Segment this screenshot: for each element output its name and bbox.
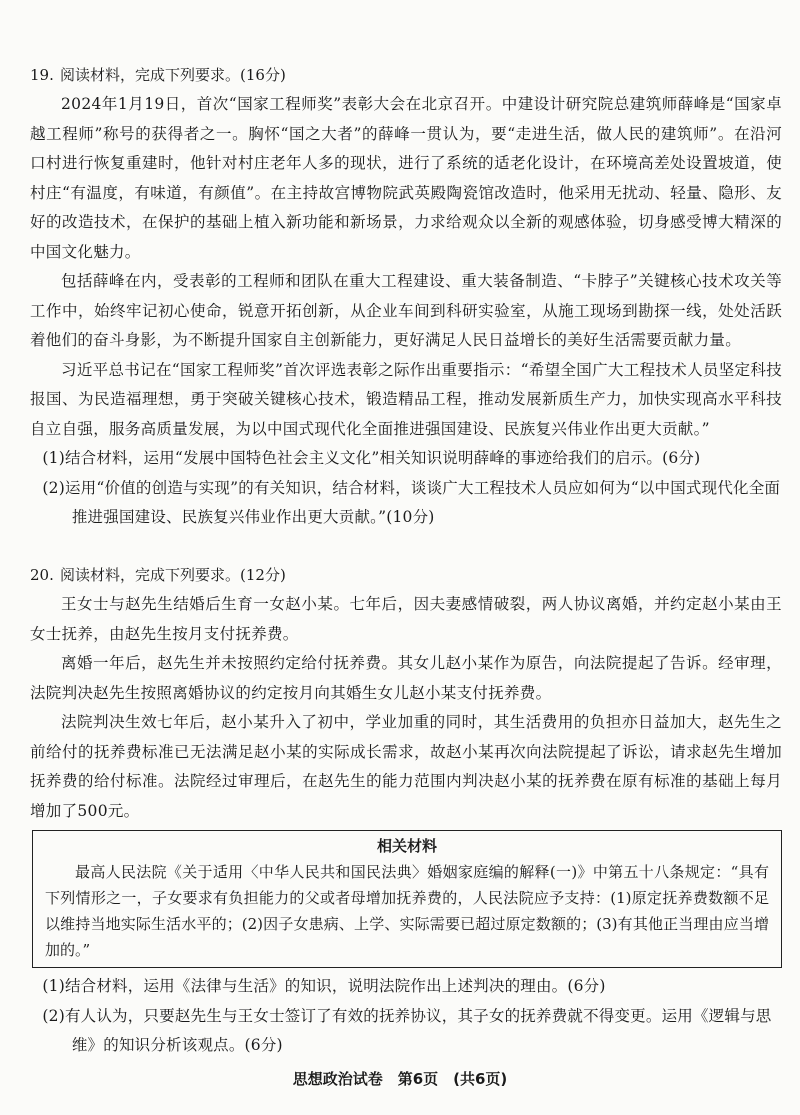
q19-subquestion-2: (2)运用“价值的创造与实现”的有关知识，结合材料，谈谈广大工程技术人员应如何为“以中国式现代化全面推进强国建设、民族复兴伟业作出更大贡献。”(10分)	[42, 478, 781, 526]
page-footer: 思想政治试卷 第6页 (共6页)	[292, 1070, 508, 1088]
question-20-title: 阅读材料，完成下列要求。(12分)	[60, 566, 286, 584]
q19-subquestion-1: (1)结合材料，运用“发展中国特色社会主义文化”相关知识说明薛峰的事迹给我们的启示。(6分)	[42, 449, 701, 467]
question-19-header	[30, 60, 782, 90]
related-material-title: 相关材料	[376, 837, 437, 855]
question-20-header	[30, 560, 782, 590]
question-20-number: 20.	[30, 566, 54, 584]
q20-subquestion-2: (2)有人认为，只要赵先生与王女士签订了有效的抚养协议，其子女的抚养费就不得变更。运用《逻辑与思维》的知识分析该观点。(6分)	[42, 1006, 772, 1054]
q19-paragraph-1: 2024年1月19日，首次“国家工程师奖”表彰大会在北京召开。中建设计研究院总建筑师薛峰是“国家卓越工程师”称号的获得者之一。胸怀“国之大者”的薛峰一贯认为，要“走进生活，做人民的建筑师”。在沿河口村进行恢复重建时，他针对村庄老年人多的现状，进行了系统的适老化设计，在环境高差处设置坡道，使村庄“有温度，有味道，有颜值”。在主持故宫博物院武英殿陶瓷馆改造时，他采用无扰动、轻量、隐形、友好的改造技术，在保护的基础上植入新功能和新场景，力求给观众以全新的观感体验，切身感受博大精深的中国文化魅力。	[30, 95, 782, 261]
question-19-number: 19.	[30, 66, 54, 84]
q19-paragraph-3: 习近平总书记在“国家工程师奖”首次评选表彰之际作出重要指示：“希望全国广大工程技术人员坚定科技报国、为民造福理想，勇于突破关键核心技术，锻造精品工程，推动发展新质生产力，加快实现高水平科技自立自强，服务高质量发展，为以中国式现代化全面推进强国建设、民族复兴伟业作出更大贡献。”	[30, 360, 782, 438]
q20-subquestion-1: (1)结合材料，运用《法律与生活》的知识，说明法院作出上述判决的理由。(6分)	[42, 977, 606, 995]
question-19	[30, 60, 782, 533]
question-19-title: 阅读材料，完成下列要求。(16分)	[60, 66, 286, 84]
q20-paragraph-2: 离婚一年后，赵先生并未按照约定给付抚养费。其女儿赵小某作为原告，向法院提起了告诉。经审理，法院判决赵先生按照离婚协议的约定按月向其婚生女儿赵小某支付抚养费。	[30, 654, 782, 702]
question-20	[30, 560, 782, 1061]
related-material-text: 最高人民法院《关于适用〈中华人民共和国民法典〉婚姻家庭编的解释(一)》中第五十八条规定：“具有下列情形之一，子女要求有负担能力的父或者母增加抚养费的，人民法院应予支持：(1)原定抚养费数额不足以维持当地实际生活水平的；(2)因子女患病、上学、实际需要已超过原定数额的；(3)有其他正当理由应当增加的。”	[45, 863, 769, 959]
q19-paragraph-2: 包括薛峰在内，受表彰的工程师和团队在重大工程建设、重大装备制造、“卡脖子”关键核心技术攻关等工作中，始终牢记初心使命，锐意开拓创新，从企业车间到科研实验室，从施工现场到勘探一线，处处活跃着他们的奋斗身影，为不断提升国家自主创新能力，更好满足人民日益增长的美好生活需要贡献力量。	[30, 272, 782, 349]
q20-paragraph-3: 法院判决生效七年后，赵小某升入了初中，学业加重的同时，其生活费用的负担亦日益加大，赵先生之前给付的抚养费标准已无法满足赵小某的实际成长需求，故赵小某再次向法院提起了诉讼，请求赵先生增加抚养费的给付标准。法院经过审理后，在赵先生的能力范围内判决赵小某的抚养费在原有标准的基础上每月增加了500元。	[30, 713, 782, 820]
related-material-box	[32, 830, 782, 968]
q20-paragraph-1: 王女士与赵先生结婚后生育一女赵小某。七年后，因夫妻感情破裂，两人协议离婚，并约定赵小某由王女士抚养，由赵先生按月支付抚养费。	[30, 595, 782, 643]
